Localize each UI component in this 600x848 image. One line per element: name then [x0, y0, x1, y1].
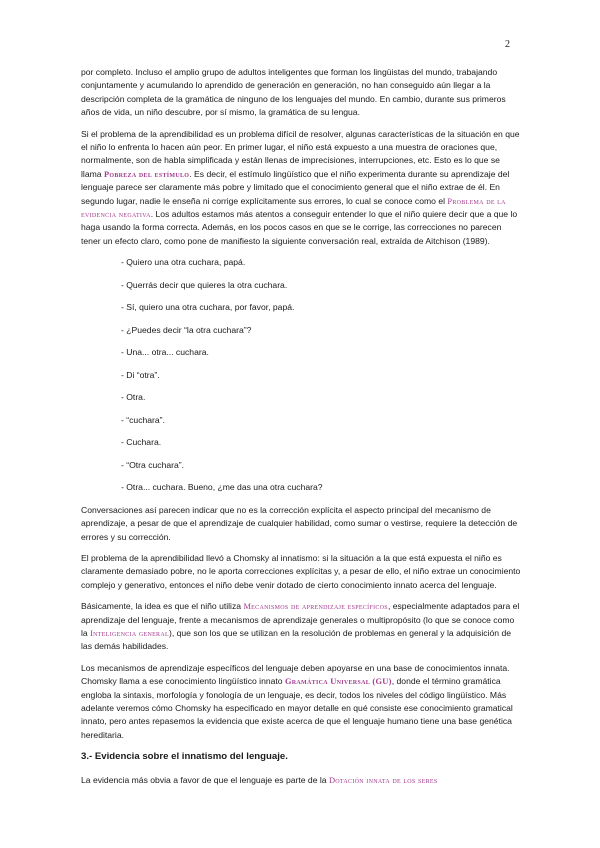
dialogue-line: - “Otra cuchara”.: [121, 459, 185, 470]
keyword-dotacion-innata: Dotación innata de los seres: [328, 775, 438, 785]
dialogue-line: - ¿Puedes decir “la otra cuchara”?: [121, 324, 252, 335]
paragraph-5-text-b: , especialmente adaptados para el aprendizaje del lenguaje, frente a mecanismos de aprendizaje generales o multipropósito (lo que se conoce como la: [81, 601, 520, 639]
paragraph-2-text-b: . Es decir, el estímulo lingüístico que el niño experimenta durante su aprendizaje del lenguaje parece ser claramente más pobre y limitado que el conocimiento general que el niño extrae de él. En segundo lugar, nadie le enseña ni corrige explícitamente sus errores, lo cual se conoce como el: [81, 168, 510, 206]
paragraph-3: Conversaciones así parecen indicar que no es la corrección explícita el aspecto principal del mecanismo de aprendizaje, a pesar de que el aprendizaje de cualquier habilidad, como sumar o vestirse, requiere la detección de errores y su corrección.: [81, 504, 518, 542]
dialogue-line: - Di “otra”.: [121, 369, 160, 380]
keyword-inteligencia-general: Inteligencia general: [90, 629, 169, 639]
paragraph-7-text-a: La evidencia más obvia a favor de que el lenguaje es parte de la: [81, 774, 329, 785]
paragraph-6: [81, 662, 521, 742]
dialogue-line: - Otra.: [121, 392, 146, 403]
paragraph-2-text-c: . Los adultos estamos más atentos a conseguir entender lo que el niño quiere decir que a que lo haga usando la forma correcta. Además, en los pocos casos en que se le corrige, las correcciones no parecen tener un efecto claro, como pone de manifiesto la siguiente conversación real, extraída de Aitchison (1989).: [81, 209, 518, 246]
dialogue-line: - “cuchara”.: [121, 414, 165, 425]
paragraph-7: [81, 774, 521, 787]
paragraph-6-text-b: , donde el término gramática engloba la sintaxis, morfología y fonología de un lenguaje, es decir, todos los niveles del código lingüístico. Más adelante veremos cómo Chomsky ha especificado en mayor detalle en qué consiste ese conocimiento gramatical innato, pero antes repasemos la evidencia que existe acerca de que el lenguaje humano tiene una base genética hereditaria.: [81, 676, 513, 740]
keyword-pobreza-estimulo: Pobreza del estímulo: [103, 169, 190, 179]
paragraph-5-text-c: ), que son los que se utilizan en la resolución de problemas en general y la adquisición de las demás habilidades.: [81, 628, 512, 652]
paragraph-2: [81, 128, 521, 249]
dialogue-list: [121, 256, 521, 494]
dialogue-line: - Sí, quiero una otra cuchara, por favor, papá.: [121, 302, 295, 313]
dialogue-line: - Querrás decir que quieres la otra cuchara.: [121, 279, 288, 290]
dialogue-line: - Una... otra... cuchara.: [121, 347, 209, 358]
paragraph-5-text-a: Básicamente, la idea es que el niño utiliza: [81, 601, 244, 612]
page-number: 2: [505, 39, 510, 50]
keyword-gramatica-universal: Gramática Universal (GU): [284, 677, 392, 687]
paragraph-2-text-a: Si el problema de la aprendibilidad es un problema difícil de resolver, algunas características de la situación en que el niño lo enfrenta lo hacen aún peor. En primer lugar, el niño está expuesto a una muestra de oraciones que, normalmente, son de habla simplificada y están llenas de imprecisiones, interrupciones, etc. Esto es lo que se llama: [81, 128, 520, 179]
section-heading: 3.- Evidencia sobre el innatismo del lenguaje.: [81, 751, 288, 763]
paragraph-1: por completo. Incluso el amplio grupo de adultos inteligentes que forman los lingüistas del mundo, trabajando conjuntamente y acumulando lo aprendido de generación en generación, no han conseguido aún llegar a la descripción completa de la gramática de ninguno de los lenguajes del mundo. En cambio, durante sus primeros años de vida, un niño descubre, por sí mismo, la gramática de su lengua.: [81, 67, 506, 118]
document-body: [81, 66, 521, 795]
dialogue-line: - Quiero una otra cuchara, papá.: [121, 257, 246, 268]
keyword-mecanismos-especificos: Mecanismos de aprendizaje específicos: [243, 602, 388, 612]
keyword-evidencia-negativa: Problema de la evidencia negativa: [81, 196, 506, 220]
paragraph-6-text-a: Los mecanismos de aprendizaje específicos del lenguaje deben apoyarse en una base de conocimientos innata. Chomsky llama a ese conocimiento lingüístico innato: [81, 662, 510, 687]
dialogue-line: - Otra... cuchara. Bueno, ¿me das una otra cuchara?: [121, 482, 323, 493]
paragraph-4: El problema de la aprendibilidad llevó a Chomsky al innatismo: si la situación a la que está expuesta el niño es claramente demasiado pobre, no le aporta correcciones explícitas y, a pesar de ello, el niño extrae un conocimiento complejo y generativo, entonces el niño debe venir dotado de cierto conocimiento innato acerca del lenguaje.: [81, 553, 521, 590]
paragraph-5: [81, 600, 521, 654]
dialogue-line: - Cuchara.: [121, 437, 162, 448]
